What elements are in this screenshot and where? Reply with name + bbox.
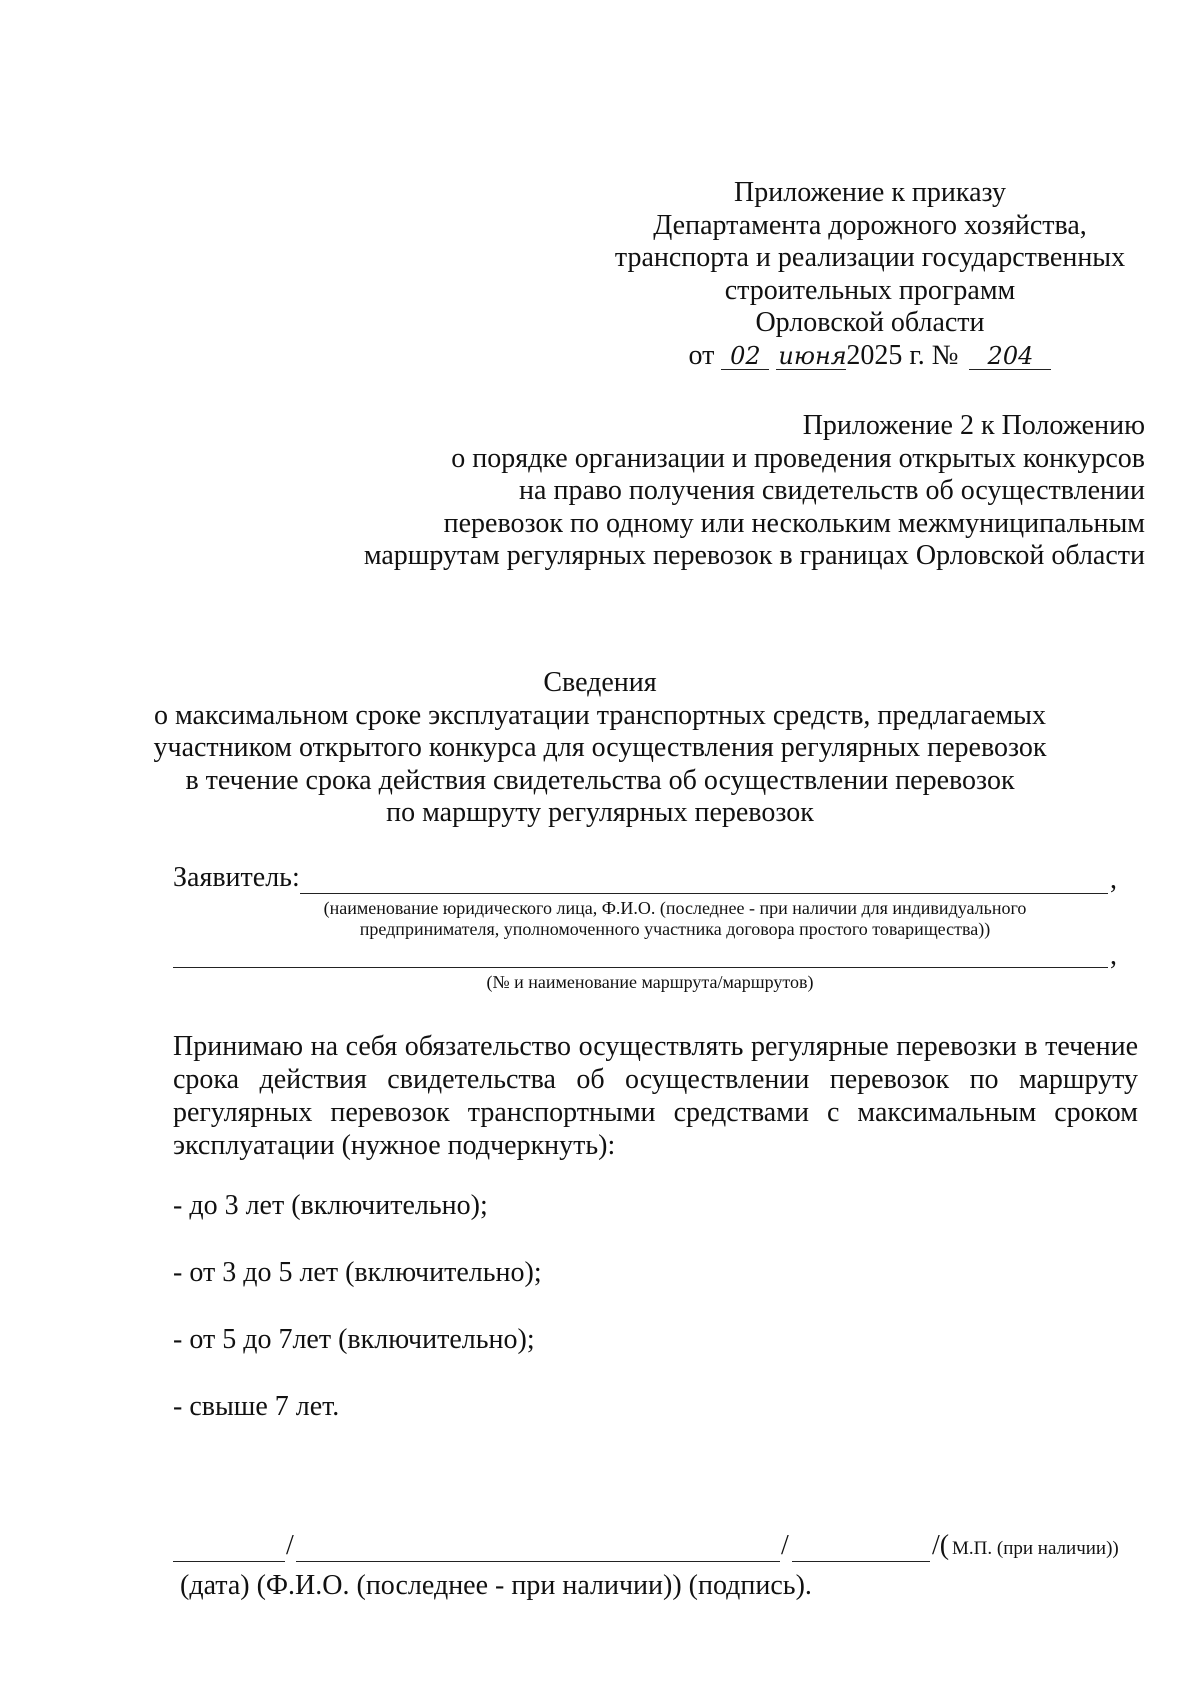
option-5-to-7-years[interactable]: - от 5 до 7лет (включительно); (173, 1324, 535, 1355)
order-header-line: Приложение к приказу (734, 177, 1006, 208)
title-line: по маршруту регулярных перевозок (386, 797, 814, 828)
date-blank-line[interactable] (173, 1561, 285, 1562)
order-header-line: транспорта и реализации государственных (614, 242, 1126, 273)
regulation-appendix-header (245, 410, 1145, 573)
handwritten-month: июня (778, 341, 847, 370)
option-3-to-5-years[interactable]: - от 3 до 5 лет (включительно); (173, 1257, 542, 1288)
route-comma: , (1110, 940, 1117, 971)
title-line: о максимальном сроке эксплуатации транспортных средств, предлагаемых (154, 699, 1046, 731)
applicant-caption (260, 898, 1090, 940)
regulation-header-line: о порядке организации и проведения открытых конкурсов (451, 442, 1145, 474)
obligation-paragraph: Принимаю на себя обязательство осуществлять регулярные перевозки в течение срока действия свидетельства об осуществлении перевозок по маршруту регулярных перевозок транспортными средствами с максимальным сроком эксплуатации (нужное подчеркнуть): (173, 1031, 1138, 1161)
signature-caption: (дата) (Ф.И.О. (последнее - при наличии)) (подпись). (180, 1570, 812, 1601)
order-appendix-header (590, 177, 1150, 372)
handwritten-day: 02 (721, 343, 769, 370)
regulation-header-line: Приложение 2 к Положению (802, 410, 1145, 441)
order-header-line: строительных программ (724, 274, 1016, 306)
regulation-header-line: маршрутам регулярных перевозок в границах Орловской области (363, 540, 1145, 571)
title-line: в течение срока действия свидетельства об осуществлении перевозок (185, 764, 1015, 796)
regulation-header-line: на право получения свидетельств об осуществлении (519, 475, 1145, 506)
order-header-line: Департамента дорожного хозяйства, (653, 209, 1087, 241)
regulation-header-line: перевозок по одному или нескольким межмуниципальным (443, 507, 1145, 539)
applicant-comma: , (1110, 864, 1117, 895)
handwritten-order-number: 204 (969, 343, 1051, 370)
order-date-line (590, 340, 1150, 373)
applicant-field (173, 862, 1123, 902)
stamp-label: М.П. (при наличии)) (952, 1538, 1119, 1559)
order-header-line: Орловской области (755, 307, 985, 338)
option-up-to-3-years[interactable]: - до 3 лет (включительно); (173, 1190, 488, 1221)
applicant-label: Заявитель: (173, 862, 300, 893)
separator-slash: / (286, 1530, 294, 1561)
applicant-blank-line[interactable] (300, 893, 1108, 894)
separator-slash: / (781, 1530, 789, 1561)
applicant-caption-line: предпринимателя, уполномоченного участника договора простого товарищества)) (359, 919, 991, 939)
route-blank-line[interactable] (173, 967, 1108, 968)
title-line: участником открытого конкурса для осуществления регулярных перевозок (153, 732, 1047, 763)
applicant-caption-line: (наименование юридического лица, Ф.И.О. (последнее - при наличии для индивидуального (323, 898, 1027, 918)
option-over-7-years[interactable]: - свыше 7 лет. (173, 1391, 340, 1422)
signature-blank-line[interactable] (792, 1561, 930, 1562)
document-title (100, 667, 1100, 830)
year-and-number-label: 2025 г. № (846, 339, 959, 371)
date-prefix: от (688, 339, 715, 371)
route-caption: (№ и наименование маршрута/маршрутов) (486, 972, 814, 992)
stamp-prefix: /( (932, 1530, 950, 1561)
title-heading: Сведения (543, 667, 657, 698)
fio-blank-line[interactable] (296, 1561, 780, 1562)
